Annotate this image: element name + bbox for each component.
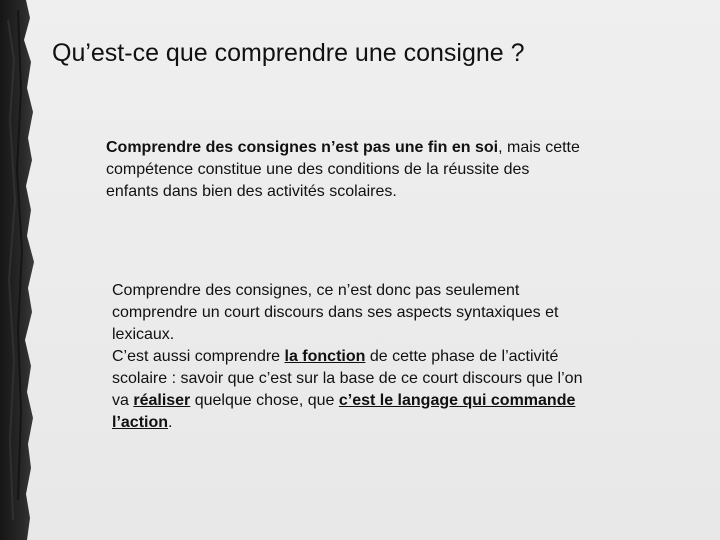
text-span: C’est aussi comprendre — [112, 348, 285, 365]
text-span: , mais cette — [498, 139, 580, 156]
paragraph-2-line-5: scolaire : savoir que c’est sur la base de ce court discours que l’on — [112, 370, 583, 387]
paragraph-2-line-2: comprendre un court discours dans ses aspects syntaxiques et — [112, 304, 559, 321]
paragraph-2 — [112, 280, 672, 434]
text-span: quelque chose, que — [190, 392, 339, 409]
underlined-bold-phrase: l’action — [112, 414, 169, 431]
slide-title: Qu’est-ce que comprendre une consigne ? — [52, 39, 525, 67]
text-span: va — [112, 392, 134, 409]
paragraph-1-line-3: enfants dans bien des activités scolaires. — [106, 183, 397, 200]
text-span: . — [168, 414, 173, 431]
bold-phrase: Comprendre des consignes n’est pas une fin en soi — [106, 139, 499, 156]
underlined-bold-phrase: la fonction — [284, 348, 366, 365]
paragraph-2-line-1: Comprendre des consignes, ce n’est donc pas seulement — [112, 282, 520, 299]
text-span: de cette phase de l’activité — [365, 348, 559, 365]
underlined-bold-phrase: réaliser — [133, 392, 191, 409]
underlined-bold-phrase: c’est le langage qui commande — [338, 392, 576, 409]
paragraph-2-line-3: lexicaux. — [112, 326, 175, 343]
paragraph-2-line-6 — [112, 390, 672, 412]
torn-paper-edge — [0, 0, 40, 540]
paragraph-1-line-1 — [106, 137, 666, 159]
paragraph-1 — [106, 137, 666, 203]
paragraph-2-line-7 — [112, 412, 672, 434]
paragraph-2-line-4 — [112, 346, 672, 368]
paragraph-1-line-2: compétence constitue une des conditions de la réussite des — [106, 161, 530, 178]
